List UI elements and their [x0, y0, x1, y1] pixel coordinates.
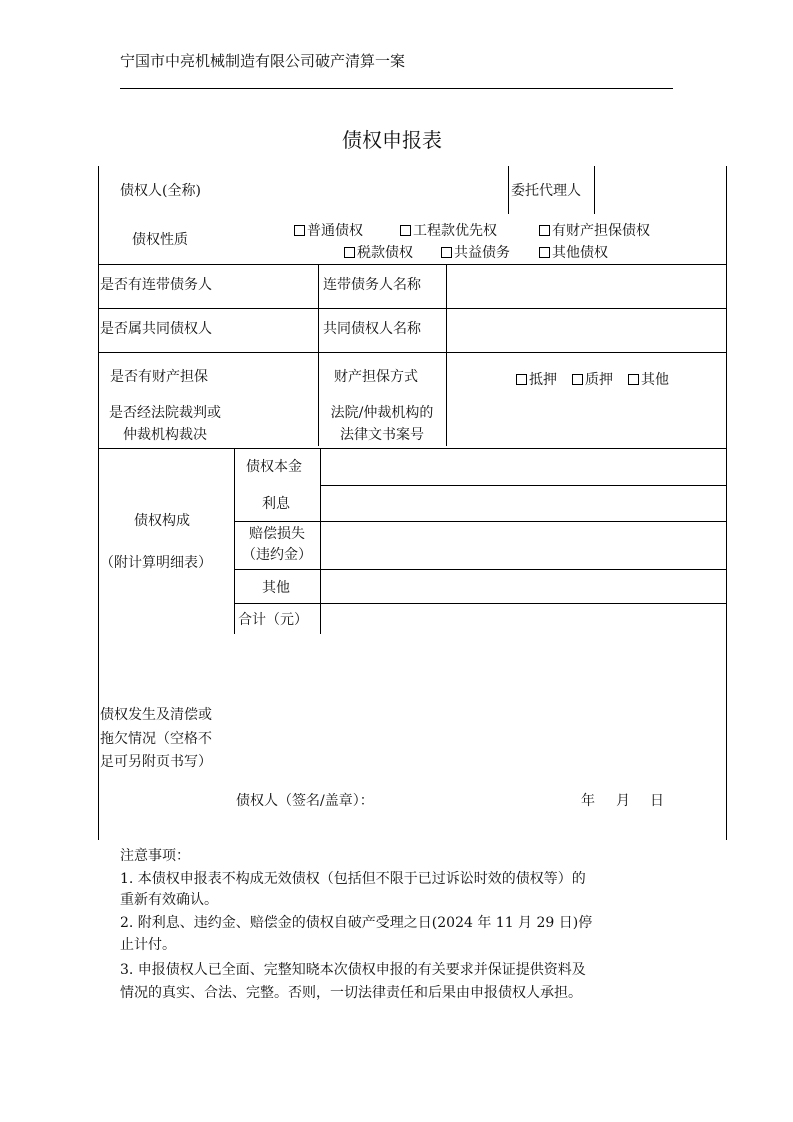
- joint-debtor-name-label: 连带债务人名称: [323, 277, 421, 293]
- checkbox[interactable]: [294, 225, 305, 236]
- notes-heading: 注意事项：: [120, 848, 190, 864]
- co-creditor-name-field[interactable]: [450, 312, 722, 348]
- checkbox[interactable]: [628, 374, 639, 385]
- judgment-doc-label: 法院/仲裁机构的 法律文书案号: [330, 405, 434, 443]
- date-month: 月: [616, 793, 630, 809]
- agent-field[interactable]: [598, 172, 722, 208]
- principal-label: 债权本金: [246, 459, 302, 475]
- nature-option-other[interactable]: 其他债权: [539, 242, 608, 262]
- creditor-name-field[interactable]: [230, 172, 502, 208]
- signature-label: 债权人（签名/盖章）：: [236, 793, 374, 809]
- judgment-doc-field[interactable]: [450, 400, 722, 442]
- interest-field[interactable]: [324, 489, 722, 518]
- checkbox[interactable]: [539, 247, 550, 258]
- nature-option-secured[interactable]: 有财产担保债权: [539, 220, 650, 240]
- row-line-co-creditor-top: [98, 308, 727, 309]
- co-creditor-question: 是否属共同债权人: [100, 321, 212, 337]
- col-line-b: [446, 264, 447, 446]
- table-border-right: [726, 166, 727, 840]
- creditor-name-label: 债权人(全称): [120, 183, 201, 199]
- checkbox[interactable]: [344, 247, 355, 258]
- checkbox[interactable]: [539, 225, 550, 236]
- date-year: 年: [581, 793, 595, 809]
- agent-label: 委托代理人: [511, 183, 581, 199]
- damages-label: 赔偿损失 （违约金）: [242, 526, 312, 563]
- row-line-damages-top: [234, 521, 727, 522]
- joint-debtor-name-field[interactable]: [450, 268, 722, 304]
- joint-debtor-question: 是否有连带债务人: [100, 277, 212, 293]
- row-line-composition-top: [98, 448, 727, 449]
- nature-label: 债权性质: [132, 232, 188, 248]
- nature-option-common-benefit[interactable]: 共益债务: [441, 242, 510, 262]
- case-title: 宁国市中亮机械制造有限公司破产清算一案: [120, 52, 406, 70]
- total-label: 合计（元）: [238, 612, 308, 628]
- row-line-joint-debtor-top: [98, 264, 727, 265]
- other-field[interactable]: [324, 573, 722, 600]
- joint-debtor-answer-field[interactable]: [236, 268, 314, 304]
- guarantee-option-pledge[interactable]: 质押: [572, 369, 613, 389]
- row-line-guarantee-top: [98, 352, 727, 353]
- note-3-line-1: 3. 申报债权人已全面、完整知晓本次债权申报的有关要求并保证提供资料及: [120, 962, 586, 978]
- row-line-total-top: [234, 603, 727, 604]
- signature-field[interactable]: [400, 788, 570, 814]
- date-day: 日: [650, 793, 664, 809]
- checkbox[interactable]: [400, 225, 411, 236]
- other-label: 其他: [262, 580, 290, 596]
- occurrence-field[interactable]: [240, 640, 720, 780]
- guarantee-question: 是否有财产担保: [110, 369, 208, 385]
- agent-divider-right: [594, 166, 595, 214]
- header-rule: [120, 88, 673, 89]
- guarantee-option-other[interactable]: 其他: [628, 369, 669, 389]
- agent-divider-left: [508, 166, 509, 214]
- form-title: 债权申报表: [342, 128, 442, 152]
- nature-option-tax[interactable]: 税款债权: [344, 242, 413, 262]
- note-3-line-2: 情况的真实、合法、完整。否则，一切法律责任和后果由申报债权人承担。: [120, 985, 582, 1001]
- total-field[interactable]: [324, 607, 722, 633]
- occurrence-label: 债权发生及清偿或 拖欠情况（空格不 足可另附页书写）: [100, 707, 212, 770]
- judgment-question: 是否经法院裁判或 仲裁机构裁决: [109, 405, 221, 443]
- nature-option-construction[interactable]: 工程款优先权: [400, 220, 497, 240]
- composition-label: 债权构成: [134, 513, 190, 529]
- checkbox[interactable]: [516, 374, 527, 385]
- col-line-composition-values: [320, 448, 321, 634]
- composition-note: （附计算明细表）: [100, 555, 212, 571]
- note-2-line-1: 2. 附利息、违约金、赔偿金的债权自破产受理之日(2024 年 11 月 29 日)停: [120, 915, 593, 931]
- row-line-other-top: [234, 569, 727, 570]
- principal-field[interactable]: [324, 452, 722, 482]
- table-border-left: [98, 166, 99, 840]
- damages-field[interactable]: [324, 525, 722, 565]
- co-creditor-answer-field[interactable]: [236, 312, 314, 348]
- guarantee-option-mortgage[interactable]: 抵押: [516, 369, 557, 389]
- co-creditor-name-label: 共同债权人名称: [323, 321, 421, 337]
- checkbox[interactable]: [441, 247, 452, 258]
- nature-option-ordinary[interactable]: 普通债权: [294, 220, 363, 240]
- note-1-line-2: 重新有效确认。: [120, 892, 218, 908]
- checkbox[interactable]: [572, 374, 583, 385]
- guarantee-method-label: 财产担保方式: [334, 369, 418, 385]
- note-1-line-1: 1. 本债权申报表不构成无效债权（包括但不限于已过诉讼时效的债权等）的: [120, 871, 586, 887]
- note-2-line-2: 止计付。: [120, 937, 176, 953]
- row-line-interest-top: [320, 485, 727, 486]
- interest-label: 利息: [262, 496, 290, 512]
